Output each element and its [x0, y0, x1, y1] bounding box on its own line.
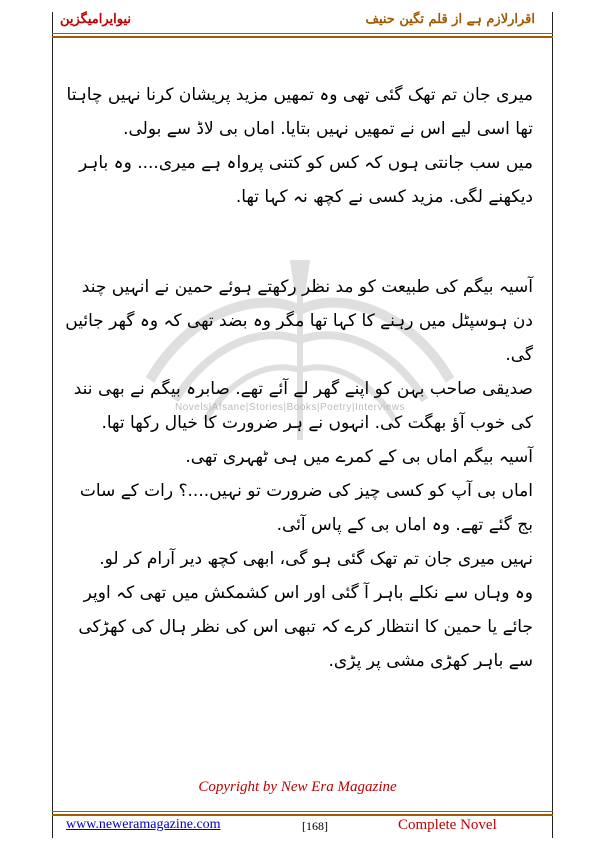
paragraph: صدیقی صاحب بہن کو اپنے گھر لے آئے تھے. صابرہ بیگم نے بھی نند کی خوب آؤ بھگت کی. انہوں نے ہر ضرورت کا خیال رکھا تھا.	[73, 379, 533, 433]
complete-novel-label: Complete Novel	[398, 817, 497, 833]
paragraph: آسیہ بیگم اماں بی کے کمرے میں ہی ٹھہری تھی.	[185, 447, 533, 467]
footer-rule-thick	[52, 814, 553, 816]
section-break	[62, 214, 533, 270]
paragraph: آسیہ بیگم کی طبیعت کو مد نظر رکھتے ہوئے حمین نے انہیں چند دن ہوسپٹل میں رہنے کا کہا تھا مگر وہ بضد تھی کہ وہ گھر جائیں گی.	[65, 277, 533, 365]
paragraph: وہ وہاں سے نکلے باہر آ گئی اور اس کشمکش میں تھی کہ اوپر جائے یا حمین کا انتظار کرے کہ تبھی اس کی نظر ہال کی کھڑکی سے باہر کھڑی مشی پر پڑی.	[78, 583, 533, 671]
watermark-url: Novels|Afsane|Stories|Books|Poetry|Interviews	[175, 402, 406, 413]
paragraph: میری جان تم تھک گئی تھی وہ تمھیں مزید پریشان کرنا نہیں چاہتا تھا اسی لیے اس نے تمھیں نہیں بتایا. اماں بی لاڈ سے بولی.	[66, 85, 533, 139]
paragraph: نہیں میری جان تم تھک گئی ہو گی، ابھی کچھ دیر آرام کر لو.	[99, 549, 533, 569]
header-rule-thick	[52, 36, 553, 38]
copyright-notice: Copyright by New Era Magazine	[198, 779, 397, 795]
website-link[interactable]: www.neweramagazine.com	[66, 817, 221, 832]
footer-rule	[52, 811, 553, 812]
magazine-title: نیوایرامیگزین	[60, 12, 132, 27]
paragraph: میں سب جانتی ہوں کہ کس کو کتنی پرواہ ہے میری.... وہ باہر دیکھنے لگی. مزید کسی نے کچھ نہ کہا تھا.	[78, 153, 533, 207]
novel-title: اقرارلازم ہے از قلم تگین حنیف	[365, 12, 535, 27]
novel-body	[62, 78, 533, 678]
paragraph: اماں بی آپ کو کسی چیز کی ضرورت تو نہیں....؟ رات کے سات بج گئے تھے. وہ اماں بی کے پاس آئی.	[79, 481, 533, 535]
header-rule	[52, 33, 553, 34]
page-number: [168]	[302, 819, 328, 833]
